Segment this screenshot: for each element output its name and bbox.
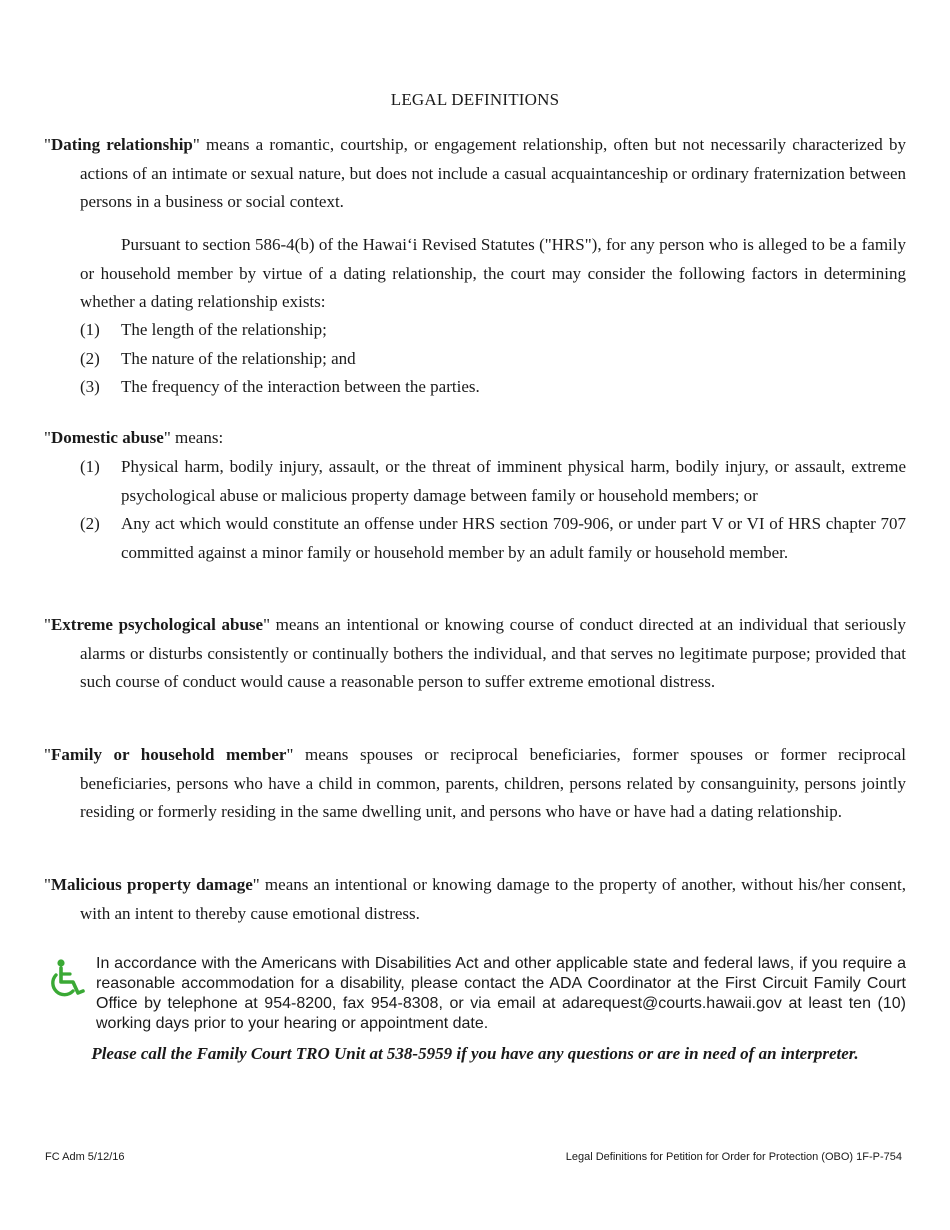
page-title: LEGAL DEFINITIONS — [390, 90, 560, 109]
dating-factors-list — [80, 316, 906, 402]
list-number: (1) — [80, 320, 100, 339]
list-number: (2) — [80, 348, 100, 368]
list-number: (1) — [80, 457, 100, 476]
footer-form-id: FC Adm 5/12/16 — [45, 1151, 125, 1163]
definition-text: means spouses or reciprocal beneficiaries, former spouses or former reciprocal beneficiaries, persons who have a child in common, parents, children, persons related by consanguinity, persons jointly residing or formerly residing in the same dwelling unit, and persons who have or have had a dating relationship. — [80, 745, 906, 821]
list-text: Any act which would constitute an offense under HRS section 709-906, or under part V or VI of HRS chapter 707 committed against a minor family or household member by an adult family or household member. — [121, 514, 906, 562]
term-extreme-psychological-abuse: Extreme psychological abuse — [50, 615, 264, 634]
list-text: The length of the relationship; — [121, 320, 327, 339]
list-item — [80, 345, 906, 374]
list-number: (3) — [80, 377, 100, 396]
definition-domestic-abuse: "Domestic abuse" means: — [44, 428, 224, 447]
list-text: The frequency of the interaction between the parties. — [121, 377, 480, 396]
definition-dating-relationship: "Dating relationship" means a romantic, courtship, or engagement relationship, often but not necessarily characterized by actions of an intimate or sexual nature, but does not include a casual acquaintanceship or ordinary fraternization between persons in a business or social context. — [44, 135, 906, 211]
list-item — [80, 453, 906, 510]
term-dating-relationship: Dating relationship — [50, 135, 193, 154]
definition-family-household-member: "Family or household member" means spouses or reciprocal beneficiaries, former spouses or former reciprocal beneficiaries, persons who have a child in common, parents, children, persons related by consanguinity, persons jointly residing or formerly residing in the same dwelling unit, and persons who have or have had a dating relationship. — [44, 745, 906, 821]
ada-text: In accordance with the Americans with Disabilities Act and other applicable state and federal laws, if you require a reasonable accommodation for a disability, please contact the ADA Coordinator at the First Circuit Family Court Office by telephone at 954-8200, fax 954-8308, or via email at adarequest@courts.hawaii.gov at least ten (10) working days prior to your hearing or appointment date. — [96, 955, 906, 1032]
list-item — [80, 510, 906, 567]
list-item — [80, 316, 906, 345]
list-text: The nature of the relationship; and — [121, 348, 356, 368]
list-item — [80, 373, 906, 402]
wheelchair-icon — [46, 958, 86, 1000]
term-family-household-member: Family or household member — [50, 745, 287, 764]
list-text: Physical harm, bodily injury, assault, or the threat of imminent physical harm, bodily injury, or assault, extreme psychological abuse or malicious property damage between family or household members; or — [121, 457, 906, 505]
domestic-abuse-list — [80, 453, 906, 567]
definition-text: means a romantic, courtship, or engagement relationship, often but not necessarily characterized by actions of an intimate or sexual nature, but does not include a casual acquaintanceship or ordinary fraternization between persons in a business or social context. — [80, 135, 906, 211]
definition-extreme-psychological-abuse: "Extreme psychological abuse" means an intentional or knowing course of conduct directed at an individual that seriously alarms or disturbs consistently or continually bothers the individual, and that serves no legitimate purpose; provided that such course of conduct would cause a reasonable person to suffer extreme emotional distress. — [44, 615, 906, 691]
definition-malicious-property-damage: "Malicious property damage" means an intentional or knowing damage to the property of another, without his/her consent, with an intent to thereby cause emotional distress. — [44, 875, 906, 923]
term-domestic-abuse: Domestic abuse — [50, 428, 164, 447]
term-malicious-property-damage: Malicious property damage — [50, 875, 253, 894]
definition-text: means an intentional or knowing course of conduct directed at an individual that seriously alarms or disturbs consistently or continually bothers the individual, and that serves no legitimate purpose; provided that such course of conduct would cause a reasonable person to suffer extreme emotional distress. — [80, 615, 906, 691]
definition-text: means: — [175, 428, 224, 447]
footer-form-title: Legal Definitions for Petition for Order for Protection (OBO) 1F-P-754 — [565, 1151, 902, 1163]
definition-text: means an intentional or knowing damage to the property of another, without his/her consent, with an intent to thereby cause emotional distress. — [80, 875, 906, 923]
pursuant-paragraph: Pursuant to section 586-4(b) of the Hawai‘i Revised Statutes ("HRS"), for any person who is alleged to be a family or household member by virtue of a dating relationship, the court may consider the following factors in determining whether a dating relationship exists: — [80, 235, 906, 311]
list-number: (2) — [80, 514, 100, 533]
call-notice: Please call the Family Court TRO Unit at 538-5959 if you have any questions or are in need of an interpreter. — [91, 1044, 859, 1063]
